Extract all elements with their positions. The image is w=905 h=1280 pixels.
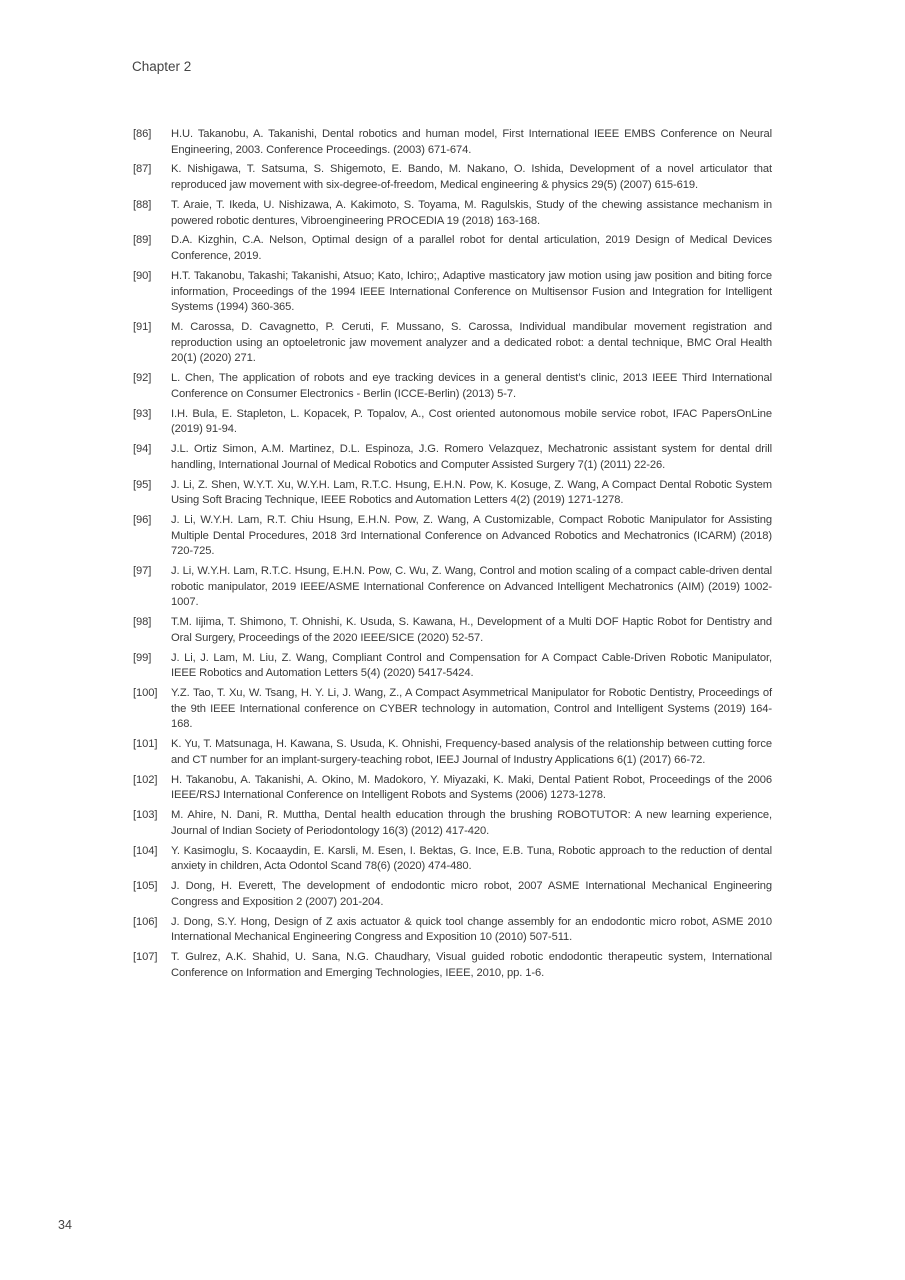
reference-number: [96] (133, 514, 152, 527)
reference-text: M. Ahire, N. Dani, R. Muttha, Dental health education through the brushing ROBOTUTOR: A new learning experience, Journal of Indian Society of Periodontology 16(3) (2012) 417-420. (171, 809, 772, 837)
reference-list (133, 127, 772, 986)
reference-item (133, 950, 772, 981)
reference-number: [105] (133, 880, 158, 893)
reference-item (133, 442, 772, 473)
reference-text: K. Yu, T. Matsunaga, H. Kawana, S. Usuda, K. Ohnishi, Frequency-based analysis of the relationship between cutting force and CT number for an implant-surgery-teaching robot, IEEJ Journal of Industry Applications 6(1) (2017) 66-72. (171, 738, 772, 766)
chapter-header: Chapter 2 (132, 59, 192, 74)
reference-item (133, 269, 772, 316)
reference-text: T. Gulrez, A.K. Shahid, U. Sana, N.G. Chaudhary, Visual guided robotic endodontic therapeutic system, International Conference on Information and Emerging Technologies, IEEE, 2010, pp. 1-6. (171, 951, 772, 979)
reference-number: [97] (133, 565, 152, 578)
reference-item (133, 686, 772, 733)
reference-text: K. Nishigawa, T. Satsuma, S. Shigemoto, E. Bando, M. Nakano, O. Ishida, Development of a novel articulator that reproduced jaw movement with six-degree-of-freedom, Medical engineering & physics 29(5) (2007) 615-619. (171, 163, 772, 192)
reference-item (133, 233, 772, 264)
reference-item (133, 371, 772, 402)
reference-number: [92] (133, 372, 152, 385)
reference-item (133, 808, 772, 839)
reference-item (133, 407, 772, 438)
reference-number: [95] (133, 478, 152, 491)
reference-text: J.L. Ortiz Simon, A.M. Martinez, D.L. Espinoza, J.G. Romero Velazquez, Mechatronic assistant system for dental drill handling, International Journal of Medical Robotics and Computer Assisted Surgery 7(1) (2011) 22-26. (171, 443, 772, 471)
reference-number: [94] (133, 443, 152, 456)
reference-number: [88] (133, 198, 152, 211)
reference-item (133, 844, 772, 875)
reference-text: H.U. Takanobu, A. Takanishi, Dental robotics and human model, First International IEEE EMBS Conference on Neural Engineering, 2003. Conference Proceedings. (2003) 671-674. (171, 128, 772, 156)
reference-text: J. Dong, S.Y. Hong, Design of Z axis actuator & quick tool change assembly for an endodontic micro robot, ASME 2010 International Mechanical Engineering Congress and Exposition 10 (2010) 507-511. (171, 915, 772, 944)
reference-text: L. Chen, The application of robots and eye tracking devices in a general dentist’s clinic, 2013 IEEE Third International Conference on Consumer Electronics - Berlin (ICCE-Berlin) (2013) 5-7. (171, 372, 772, 400)
reference-number: [89] (133, 234, 152, 247)
reference-text: Y.Z. Tao, T. Xu, W. Tsang, H. Y. Li, J. Wang, Z., A Compact Asymmetrical Manipulator for Robotic Dentistry, Proceedings of the 9th IEEE International conference on CYBER technology in automation, Control and Intelligent Systems (2019) 164-168. (171, 687, 772, 731)
reference-number: [106] (133, 915, 158, 928)
reference-text: Y. Kasimoglu, S. Kocaaydin, E. Karsli, M. Esen, I. Bektas, G. Ince, E.B. Tuna, Robotic approach to the reduction of dental anxiety in children, Acta Odontol Scand 78(6) (2020) 474-480. (171, 844, 772, 873)
reference-number: [107] (133, 951, 158, 964)
reference-item (133, 127, 772, 158)
reference-text: H.T. Takanobu, Takashi; Takanishi, Atsuo; Kato, Ichiro;, Adaptive masticatory jaw motion using jaw position and biting force information, Proceedings of the 1994 IEEE International Conference on Multisensor Fusion and Integration for Intelligent Systems (1994) 360-365. (171, 269, 772, 314)
reference-item (133, 651, 772, 682)
reference-number: [91] (133, 321, 152, 334)
reference-number: [101] (133, 738, 158, 751)
reference-number: [100] (133, 687, 158, 700)
reference-item (133, 320, 772, 367)
reference-text: J. Li, W.Y.H. Lam, R.T.C. Hsung, E.H.N. Pow, C. Wu, Z. Wang, Control and motion scaling of a compact cable-driven dental robotic manipulator, 2019 IEEE/ASME International Conference on Advanced Intelligent Mechatronics (AIM) (2019) 1002-1007. (171, 565, 772, 609)
reference-text: J. Li, Z. Shen, W.Y.T. Xu, W.Y.H. Lam, R.T.C. Hsung, E.H.N. Pow, K. Kosuge, Z. Wang, A Compact Dental Robotic System Using Soft Bracing Technique, IEEE Robotics and Automation Letters 4(2) (2019) 1271-1278. (171, 478, 772, 507)
reference-item (133, 478, 772, 509)
reference-number: [93] (133, 407, 152, 420)
reference-number: [102] (133, 773, 158, 786)
reference-number: [103] (133, 809, 158, 822)
reference-item (133, 198, 772, 229)
reference-text: I.H. Bula, E. Stapleton, L. Kopacek, P. Topalov, A., Cost oriented autonomous mobile service robot, IFAC PapersOnLine (2019) 91-94. (171, 407, 772, 436)
reference-item (133, 162, 772, 193)
reference-item (133, 773, 772, 804)
reference-item (133, 513, 772, 560)
reference-text: J. Li, J. Lam, M. Liu, Z. Wang, Compliant Control and Compensation for A Compact Cable-Driven Robotic Manipulator, IEEE Robotics and Automation Letters 5(4) (2020) 5417-5424. (171, 651, 772, 680)
reference-text: H. Takanobu, A. Takanishi, A. Okino, M. Madokoro, Y. Miyazaki, K. Maki, Dental Patient Robot, Proceedings of the 2006 IEEE/RSJ International Conference on Intelligent Robots and Systems (2006) 1273-1278. (171, 773, 772, 802)
reference-number: [87] (133, 163, 152, 176)
page-number: 34 (58, 1218, 72, 1232)
reference-text: J. Li, W.Y.H. Lam, R.T. Chiu Hsung, E.H.N. Pow, Z. Wang, A Customizable, Compact Robotic Manipulator for Assisting Multiple Dental Procedures, 2018 3rd International Conference on Advanced Robotics and Mechatronics (ICARM) (2018) 720-725. (171, 514, 772, 558)
reference-text: D.A. Kizghin, C.A. Nelson, Optimal design of a parallel robot for dental articulation, 2019 Design of Medical Devices Conference, 2019. (171, 234, 772, 263)
reference-item (133, 915, 772, 946)
reference-number: [86] (133, 128, 152, 140)
reference-text: J. Dong, H. Everett, The development of endodontic micro robot, 2007 ASME International Mechanical Engineering Congress and Exposition 2 (2007) 201-204. (171, 880, 772, 908)
reference-number: [98] (133, 616, 152, 629)
reference-text: T.M. Iijima, T. Shimono, T. Ohnishi, K. Usuda, S. Kawana, H., Development of a Multi DOF Haptic Robot for Dentistry and Oral Surgery, Proceedings of the 2020 IEEE/SICE (2020) 52-57. (171, 616, 772, 644)
reference-text: T. Araie, T. Ikeda, U. Nishizawa, A. Kakimoto, S. Toyama, M. Ragulskis, Study of the chewing assistance mechanism in powered robotic dentures, Vibroengineering PROCEDIA 19 (2018) 163-168. (171, 198, 772, 227)
reference-item (133, 879, 772, 910)
reference-item (133, 615, 772, 646)
reference-text: M. Carossa, D. Cavagnetto, P. Ceruti, F. Mussano, S. Carossa, Individual mandibular movement registration and reproduction using an optoeletronic jaw movement analyzer and a dedicated robot: a dental technique, BMC Oral Health 20(1) (2020) 271. (171, 321, 772, 365)
reference-number: [99] (133, 651, 152, 664)
reference-item (133, 564, 772, 611)
reference-number: [90] (133, 269, 152, 282)
reference-item (133, 737, 772, 768)
reference-number: [104] (133, 844, 158, 857)
